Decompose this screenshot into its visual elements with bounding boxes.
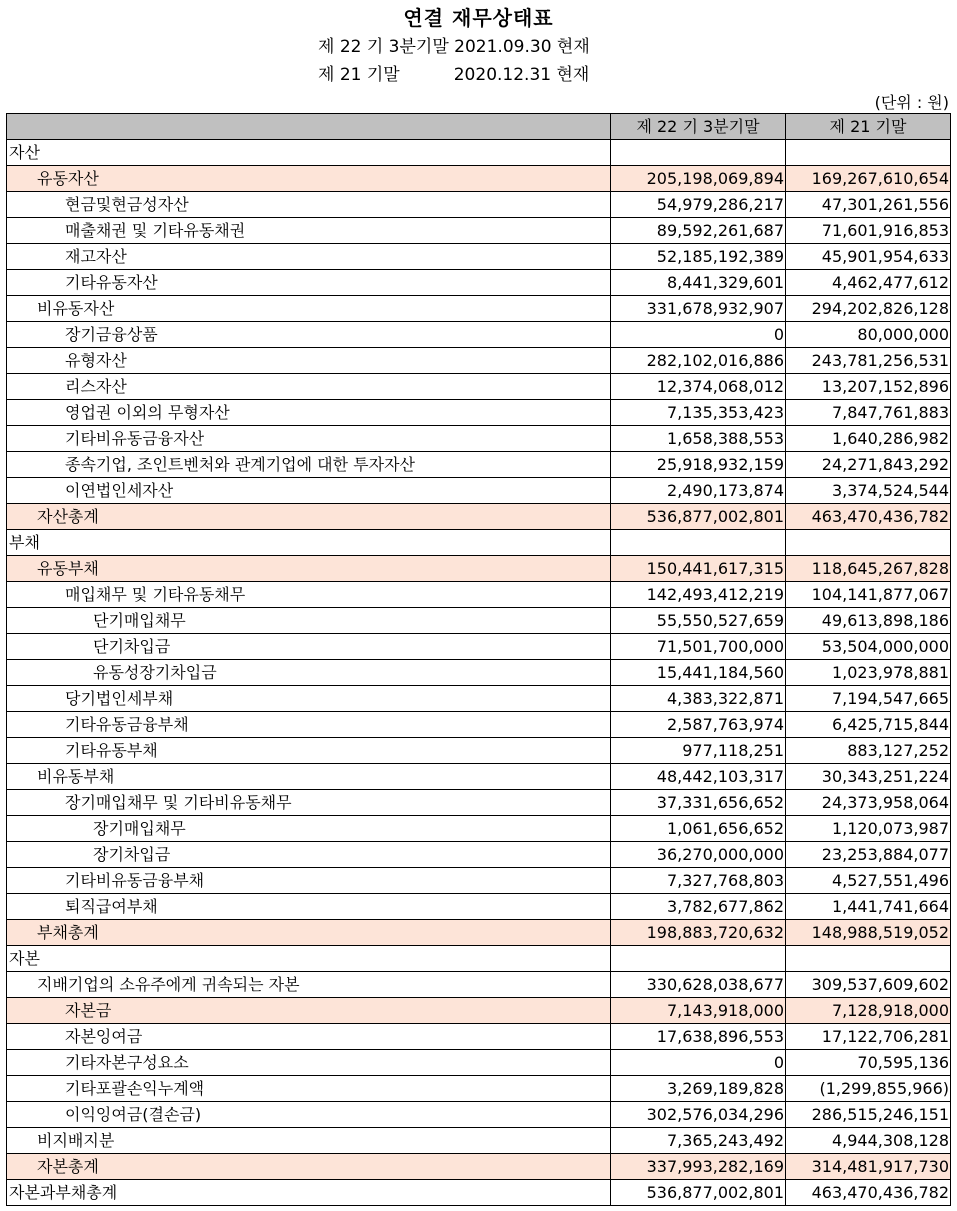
current-period-value: 1,658,388,553 [611,426,786,452]
current-period-value: 977,118,251 [611,738,786,764]
current-period-value [611,946,786,972]
prior-period-value [786,946,951,972]
prior-period-value [786,530,951,556]
account-label: 자본금 [7,998,611,1024]
current-period-value: 7,143,918,000 [611,998,786,1024]
prior-period-value: 1,120,073,987 [786,816,951,842]
account-label: 기타유동부채 [7,738,611,764]
prior-period-value: 243,781,256,531 [786,348,951,374]
prior-period-value: 30,343,251,224 [786,764,951,790]
current-period-value: 54,979,286,217 [611,192,786,218]
account-label: 기타비유동금융부채 [7,868,611,894]
account-label: 자본과부채총계 [7,1180,611,1206]
table-row [7,296,951,322]
column-header-account [7,114,611,140]
table-row [7,920,951,946]
prior-period-value: 6,425,715,844 [786,712,951,738]
current-period-value: 1,061,656,652 [611,816,786,842]
current-period-value: 536,877,002,801 [611,504,786,530]
account-label: 유형자산 [7,348,611,374]
prior-period-value: 1,640,286,982 [786,426,951,452]
table-row [7,400,951,426]
table-row [7,504,951,530]
prior-period-value: 80,000,000 [786,322,951,348]
table-row [7,348,951,374]
account-label: 부채총계 [7,920,611,946]
table-row [7,218,951,244]
account-label: 기타유동자산 [7,270,611,296]
prior-period-value: 7,128,918,000 [786,998,951,1024]
table-row [7,1180,951,1206]
table-row [7,764,951,790]
prior-period-value: 169,267,610,654 [786,166,951,192]
prior-period-value: 13,207,152,896 [786,374,951,400]
statement-title: 연결 재무상태표 [403,6,554,30]
current-period-value: 0 [611,1050,786,1076]
table-row [7,712,951,738]
prior-period-value: 883,127,252 [786,738,951,764]
prior-period-value: 3,374,524,544 [786,478,951,504]
prior-period-value: 17,122,706,281 [786,1024,951,1050]
table-row [7,478,951,504]
table-row [7,608,951,634]
current-period-value: 331,678,932,907 [611,296,786,322]
prior-period-value [786,140,951,166]
table-row [7,816,951,842]
prior-period-value: 104,141,877,067 [786,582,951,608]
table-row [7,634,951,660]
account-label: 자산총계 [7,504,611,530]
current-period-value: 205,198,069,894 [611,166,786,192]
current-period-value: 198,883,720,632 [611,920,786,946]
account-label: 종속기업, 조인트벤처와 관계기업에 대한 투자자산 [7,452,611,478]
account-label: 장기금융상품 [7,322,611,348]
prior-period-value: 71,601,916,853 [786,218,951,244]
prior-period-value: 7,194,547,665 [786,686,951,712]
account-label: 기타포괄손익누계액 [7,1076,611,1102]
current-period-value: 36,270,000,000 [611,842,786,868]
current-period-value: 48,442,103,317 [611,764,786,790]
current-period-value: 71,501,700,000 [611,634,786,660]
table-row [7,686,951,712]
account-label: 유동부채 [7,556,611,582]
current-period-value: 3,269,189,828 [611,1076,786,1102]
account-label: 비유동부채 [7,764,611,790]
current-period-value: 330,628,038,677 [611,972,786,998]
account-label: 비유동자산 [7,296,611,322]
prior-period-value: 49,613,898,186 [786,608,951,634]
prior-period-value: 7,847,761,883 [786,400,951,426]
prior-period-value: 53,504,000,000 [786,634,951,660]
current-period-label: 제 22 기 3분기말 2021.09.30 현재 [318,37,590,57]
current-period-value: 282,102,016,886 [611,348,786,374]
table-row [7,140,951,166]
account-label: 현금및현금성자산 [7,192,611,218]
table-row [7,582,951,608]
current-period-value: 89,592,261,687 [611,218,786,244]
current-period-value: 37,331,656,652 [611,790,786,816]
current-period-value: 2,587,763,974 [611,712,786,738]
table-row [7,166,951,192]
prior-period-label: 제 21 기말 2020.12.31 현재 [318,65,590,85]
prior-period-value: 70,595,136 [786,1050,951,1076]
table-header-row [7,114,951,140]
current-period-value: 150,441,617,315 [611,556,786,582]
table-row [7,452,951,478]
account-label: 퇴직급여부채 [7,894,611,920]
prior-period-value: 24,271,843,292 [786,452,951,478]
current-period-value: 536,877,002,801 [611,1180,786,1206]
table-row [7,1128,951,1154]
account-label: 지배기업의 소유주에게 귀속되는 자본 [7,972,611,998]
table-row [7,868,951,894]
current-period-value: 25,918,932,159 [611,452,786,478]
prior-period-value: 314,481,917,730 [786,1154,951,1180]
prior-period-value: (1,299,855,966) [786,1076,951,1102]
current-period-value: 142,493,412,219 [611,582,786,608]
current-period-value: 7,135,353,423 [611,400,786,426]
account-label: 이연법인세자산 [7,478,611,504]
current-period-value: 337,993,282,169 [611,1154,786,1180]
table-row [7,374,951,400]
prior-period-value: 45,901,954,633 [786,244,951,270]
account-label: 장기매입채무 및 기타비유동채무 [7,790,611,816]
current-period-value: 55,550,527,659 [611,608,786,634]
prior-period-value: 24,373,958,064 [786,790,951,816]
table-row [7,972,951,998]
table-row [7,946,951,972]
prior-period-value: 463,470,436,782 [786,504,951,530]
prior-period-value: 4,527,551,496 [786,868,951,894]
table-row [7,426,951,452]
current-period-value: 0 [611,322,786,348]
account-label: 자산 [7,140,611,166]
account-label: 자본잉여금 [7,1024,611,1050]
column-header-prior: 제 21 기말 [786,114,951,140]
account-label: 재고자산 [7,244,611,270]
current-period-value: 7,365,243,492 [611,1128,786,1154]
current-period-value: 302,576,034,296 [611,1102,786,1128]
table-row [7,660,951,686]
account-label: 당기법인세부채 [7,686,611,712]
account-label: 매출채권 및 기타유동채권 [7,218,611,244]
table-row [7,1076,951,1102]
table-row [7,790,951,816]
table-row [7,1154,951,1180]
table-row [7,192,951,218]
balance-sheet-table [6,113,951,1206]
account-label: 기타유동금융부채 [7,712,611,738]
table-row [7,1050,951,1076]
account-label: 장기매입채무 [7,816,611,842]
account-label: 기타비유동금융자산 [7,426,611,452]
account-label: 영업권 이외의 무형자산 [7,400,611,426]
prior-period-value: 4,462,477,612 [786,270,951,296]
table-row [7,842,951,868]
prior-period-value: 4,944,308,128 [786,1128,951,1154]
prior-period-value: 309,537,609,602 [786,972,951,998]
current-period-value: 3,782,677,862 [611,894,786,920]
account-label: 매입채무 및 기타유동채무 [7,582,611,608]
unit-label: (단위 : 원) [874,93,949,112]
current-period-value [611,530,786,556]
account-label: 자본 [7,946,611,972]
prior-period-value: 47,301,261,556 [786,192,951,218]
account-label: 리스자산 [7,374,611,400]
table-body [7,140,951,1206]
prior-period-value: 1,441,741,664 [786,894,951,920]
current-period-value: 12,374,068,012 [611,374,786,400]
table-row [7,1102,951,1128]
prior-period-value: 148,988,519,052 [786,920,951,946]
table-row [7,998,951,1024]
current-period-value: 2,490,173,874 [611,478,786,504]
account-label: 기타자본구성요소 [7,1050,611,1076]
table-row [7,244,951,270]
current-period-value: 52,185,192,389 [611,244,786,270]
table-row [7,556,951,582]
current-period-value [611,140,786,166]
account-label: 부채 [7,530,611,556]
prior-period-value: 1,023,978,881 [786,660,951,686]
prior-period-value: 463,470,436,782 [786,1180,951,1206]
table-row [7,894,951,920]
account-label: 장기차입금 [7,842,611,868]
account-label: 단기매입채무 [7,608,611,634]
current-period-value: 4,383,322,871 [611,686,786,712]
table-row [7,1024,951,1050]
prior-period-value: 294,202,826,128 [786,296,951,322]
account-label: 이익잉여금(결손금) [7,1102,611,1128]
table-row [7,530,951,556]
table-row [7,270,951,296]
prior-period-value: 23,253,884,077 [786,842,951,868]
account-label: 비지배지분 [7,1128,611,1154]
current-period-value: 15,441,184,560 [611,660,786,686]
table-row [7,738,951,764]
prior-period-value: 286,515,246,151 [786,1102,951,1128]
account-label: 유동성장기차입금 [7,660,611,686]
prior-period-value: 118,645,267,828 [786,556,951,582]
current-period-value: 17,638,896,553 [611,1024,786,1050]
column-header-current: 제 22 기 3분기말 [611,114,786,140]
account-label: 자본총계 [7,1154,611,1180]
account-label: 단기차입금 [7,634,611,660]
table-row [7,322,951,348]
current-period-value: 8,441,329,601 [611,270,786,296]
current-period-value: 7,327,768,803 [611,868,786,894]
account-label: 유동자산 [7,166,611,192]
